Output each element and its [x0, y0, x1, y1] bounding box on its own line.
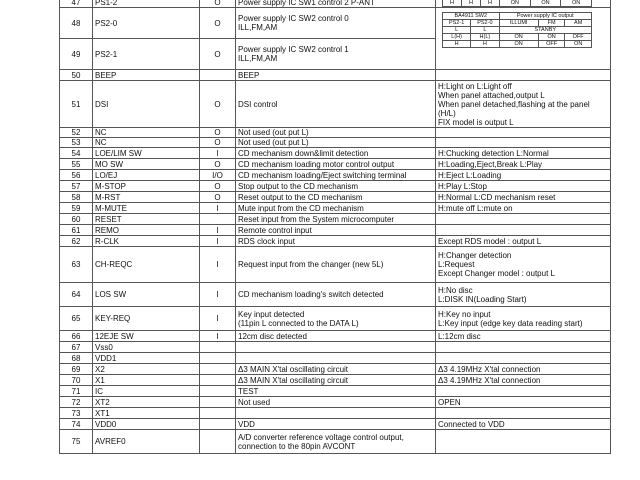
mini-cell: PS2-0 — [471, 20, 499, 27]
mini-cell: H — [443, 41, 471, 48]
pin-io: O — [200, 138, 236, 148]
table-row — [60, 214, 611, 225]
pin-note: Δ3 4.19MHz X'tal connection — [436, 364, 611, 375]
pin-function: CD mechanism loading's switch detected — [236, 283, 436, 307]
table-row — [60, 430, 611, 454]
pin-function: CD mechanism loading motor control output — [236, 159, 436, 170]
pin-note: H:Changer detection L:Request Except Changer model : output L — [436, 247, 611, 283]
mini-cell: ON — [499, 41, 538, 48]
pin-function — [236, 342, 436, 353]
pin-name: NC — [93, 138, 200, 148]
mini-cell: PS2-1 — [443, 20, 471, 27]
table-row — [60, 148, 611, 159]
pin-name: M-RST — [93, 192, 200, 203]
pin-name: LOS SW — [93, 283, 200, 307]
table-row — [60, 225, 611, 236]
pin-io — [200, 375, 236, 386]
table-row — [60, 419, 611, 430]
mini-cell: OFF — [565, 34, 592, 41]
mini-cell: L(H) — [443, 34, 471, 41]
pin-io: O — [200, 0, 236, 8]
pin-number: 61 — [60, 225, 93, 236]
pin-name: R-CLK — [93, 236, 200, 247]
table-row — [60, 8, 611, 39]
pin-function: TEST — [236, 386, 436, 397]
mini-cell: OFF — [538, 41, 565, 48]
mini-cell: H — [481, 0, 500, 7]
pin-name: MO SW — [93, 159, 200, 170]
pin-note: H:Play L:Stop — [436, 181, 611, 192]
pin-function — [236, 408, 436, 419]
pin-number: 58 — [60, 192, 93, 203]
pin-note — [436, 430, 611, 454]
pin-number: 67 — [60, 342, 93, 353]
table-row — [60, 236, 611, 247]
pin-function: Reset input from the System microcomputer — [236, 214, 436, 225]
pin-function: Not used (out put L) — [236, 128, 436, 138]
pin-note: H:Chucking detection L:Normal — [436, 148, 611, 159]
pin-note: H:No disc L:DISK IN(Loading Start) — [436, 283, 611, 307]
pin-name: PS2-0 — [93, 8, 200, 39]
mini-cell: H — [443, 0, 462, 7]
pin-io — [200, 386, 236, 397]
pin-note: OPEN — [436, 397, 611, 408]
pin-note: H:Normal L:CD mechanism reset — [436, 192, 611, 203]
pin-number: 50 — [60, 70, 93, 81]
pin-io: O — [200, 81, 236, 128]
pin-function: Not used (out put L) — [236, 138, 436, 148]
table-row — [60, 170, 611, 181]
pin-number: 64 — [60, 283, 93, 307]
pin-number: 55 — [60, 159, 93, 170]
pin-function: Not used — [236, 397, 436, 408]
pin-name: DSI — [93, 81, 200, 128]
pin-number: 60 — [60, 214, 93, 225]
pin-number: 62 — [60, 236, 93, 247]
pin-name: X2 — [93, 364, 200, 375]
pin-name: Vss0 — [93, 342, 200, 353]
pin-number: 68 — [60, 353, 93, 364]
pin-number: 49 — [60, 39, 93, 70]
mini-cell: STANBY — [499, 27, 592, 34]
pin-function-table — [59, 0, 611, 454]
pin-function: CD mechanism down&limit detection — [236, 148, 436, 159]
pin-number: 65 — [60, 307, 93, 331]
pin-function: Remote control input — [236, 225, 436, 236]
pin-number: 75 — [60, 430, 93, 454]
pin-name: X1 — [93, 375, 200, 386]
table-row — [60, 342, 611, 353]
table-row — [60, 375, 611, 386]
pin-function: Power supply IC SW1 control 2 P-ANT — [236, 0, 436, 8]
pin-io: O — [200, 192, 236, 203]
pin-function: Reset output to the CD mechanism — [236, 192, 436, 203]
pin-note: Connected to VDD — [436, 419, 611, 430]
table-row — [60, 159, 611, 170]
table-row — [60, 128, 611, 138]
pin-number: 69 — [60, 364, 93, 375]
pin-name: M-MUTE — [93, 203, 200, 214]
pin-number: 51 — [60, 81, 93, 128]
table-row — [60, 397, 611, 408]
pin-io: O — [200, 159, 236, 170]
pin-name: LO/EJ — [93, 170, 200, 181]
mini-cell: ON — [561, 0, 592, 7]
table-row — [60, 364, 611, 375]
table-row — [60, 192, 611, 203]
pin-name: PS2-1 — [93, 39, 200, 70]
pin-io — [200, 364, 236, 375]
pin-function: BEEP — [236, 70, 436, 81]
pin-number: 48 — [60, 8, 93, 39]
pin-io: I — [200, 203, 236, 214]
pin-io: I/O — [200, 170, 236, 181]
pin-note: Except RDS model : output L — [436, 236, 611, 247]
table-row — [60, 247, 611, 283]
mini-cell: L — [471, 27, 499, 34]
mini-cell: BA4911 SW2 — [443, 13, 500, 20]
pin-name: NC — [93, 128, 200, 138]
pin-number: 47 — [60, 0, 93, 8]
table-row — [60, 203, 611, 214]
pin-io: I — [200, 236, 236, 247]
pin-note — [436, 353, 611, 364]
pin-note: H:Loading,Eject,Break L:Play — [436, 159, 611, 170]
table-row — [60, 138, 611, 148]
pin-name: PS1-2 — [93, 0, 200, 8]
pin-io — [200, 408, 236, 419]
pin-note — [436, 386, 611, 397]
pin-io: I — [200, 331, 236, 342]
ps2-mini-table — [442, 12, 592, 48]
pin-io — [200, 353, 236, 364]
pin-number: 70 — [60, 375, 93, 386]
table-row — [60, 386, 611, 397]
pin-function — [236, 353, 436, 364]
pin-io — [200, 214, 236, 225]
pin-function: Power supply IC SW2 control 1 ILL,FM,AM — [236, 39, 436, 70]
pin-note — [436, 408, 611, 419]
pin-note: L:12cm disc — [436, 331, 611, 342]
pin-io: I — [200, 225, 236, 236]
pin-note: Δ3 4.19MHz X'tal connection — [436, 375, 611, 386]
pin-function: 12cm disc detected — [236, 331, 436, 342]
pin-name: M-STOP — [93, 181, 200, 192]
pin-note: H:mute off L:mute on — [436, 203, 611, 214]
pin-io — [200, 419, 236, 430]
pin-function: DSI control — [236, 81, 436, 128]
pin-number: 74 — [60, 419, 93, 430]
pin-function: VDD — [236, 419, 436, 430]
pin-name: 12EJE SW — [93, 331, 200, 342]
pin-number: 63 — [60, 247, 93, 283]
pin-number: 71 — [60, 386, 93, 397]
pin-note: H:Light on L:Light off When panel attached,output L When panel detached,flashing at the panel (H/L) FIX model is output L — [436, 81, 611, 128]
pin-function: A/D converter reference voltage control output, connection to the 80pin AVCONT — [236, 430, 436, 454]
table-row — [60, 81, 611, 128]
pin-io — [200, 70, 236, 81]
pin-number: 72 — [60, 397, 93, 408]
mini-cell: ON — [530, 0, 561, 7]
mini-cell: FM — [538, 20, 565, 27]
mini-cell: AM — [565, 20, 592, 27]
pin-name: VDD0 — [93, 419, 200, 430]
ps1-mini-table — [442, 0, 592, 7]
pin-io — [200, 397, 236, 408]
pin-note — [436, 225, 611, 236]
pin-name: VDD1 — [93, 353, 200, 364]
mini-cell: ON — [565, 41, 592, 48]
pin-name: BEEP — [93, 70, 200, 81]
pin-number: 73 — [60, 408, 93, 419]
table-row — [60, 70, 611, 81]
pin-number: 56 — [60, 170, 93, 181]
pin-function: RDS clock input — [236, 236, 436, 247]
pin-name: IC — [93, 386, 200, 397]
pin-name: KEY-REQ — [93, 307, 200, 331]
mini-cell: H — [471, 41, 499, 48]
mini-cell: ILLUMI — [499, 20, 538, 27]
pin-io — [200, 430, 236, 454]
mini-cell: L — [443, 27, 471, 34]
pin-name: XT1 — [93, 408, 200, 419]
table-row — [60, 331, 611, 342]
pin-note — [436, 342, 611, 353]
pin-io: I — [200, 148, 236, 159]
pin-note: H:Eject L:Loading — [436, 170, 611, 181]
pin-io: O — [200, 181, 236, 192]
mini-cell: Power supply IC output — [499, 13, 592, 20]
pin-io: O — [200, 8, 236, 39]
pin-number: 66 — [60, 331, 93, 342]
pin-note — [436, 70, 611, 81]
pin-name: CH-REQC — [93, 247, 200, 283]
pin-function: Δ3 MAIN X'tal oscillating circuit — [236, 375, 436, 386]
pin-io: I — [200, 307, 236, 331]
pin-name: AVREF0 — [93, 430, 200, 454]
pin-function: Δ3 MAIN X'tal oscillating circuit — [236, 364, 436, 375]
mini-cell: ON — [538, 34, 565, 41]
pin-name: LOE/LIM SW — [93, 148, 200, 159]
pin-io: I — [200, 283, 236, 307]
pin-note — [436, 138, 611, 148]
pin-name: XT2 — [93, 397, 200, 408]
pin-name: REMO — [93, 225, 200, 236]
table-row — [60, 181, 611, 192]
mini-cell: ON — [500, 0, 531, 7]
pin-function: CD mechanism loading/Eject switching terminal — [236, 170, 436, 181]
table-row — [60, 307, 611, 331]
pin-number: 53 — [60, 138, 93, 148]
pin-number: 52 — [60, 128, 93, 138]
table-row — [60, 353, 611, 364]
pin-number: 54 — [60, 148, 93, 159]
pin-note — [436, 128, 611, 138]
mini-cell: H — [462, 0, 481, 7]
pin-function: Request input from the changer (new 5L) — [236, 247, 436, 283]
pin-io: O — [200, 39, 236, 70]
pin-io: I — [200, 247, 236, 283]
pin-note: H:Key no input L:Key input (edge key data reading start) — [436, 307, 611, 331]
pin-io — [200, 342, 236, 353]
pin-function: Stop output to the CD mechanism — [236, 181, 436, 192]
mini-cell: H(L) — [471, 34, 499, 41]
pin-function: Power supply IC SW2 control 0 ILL,FM,AM — [236, 8, 436, 39]
pin-function: Mute input from the CD mechanism — [236, 203, 436, 214]
pin-note — [436, 0, 611, 8]
pin-note — [436, 8, 611, 70]
table-row — [60, 408, 611, 419]
pin-note — [436, 214, 611, 225]
pin-number: 57 — [60, 181, 93, 192]
pin-number: 59 — [60, 203, 93, 214]
mini-cell: ON — [499, 34, 538, 41]
pin-function: Key input detected (11pin L connected to the DATA L) — [236, 307, 436, 331]
pin-io: O — [200, 128, 236, 138]
table-row — [60, 0, 611, 8]
pin-name: RESET — [93, 214, 200, 225]
table-row — [60, 283, 611, 307]
